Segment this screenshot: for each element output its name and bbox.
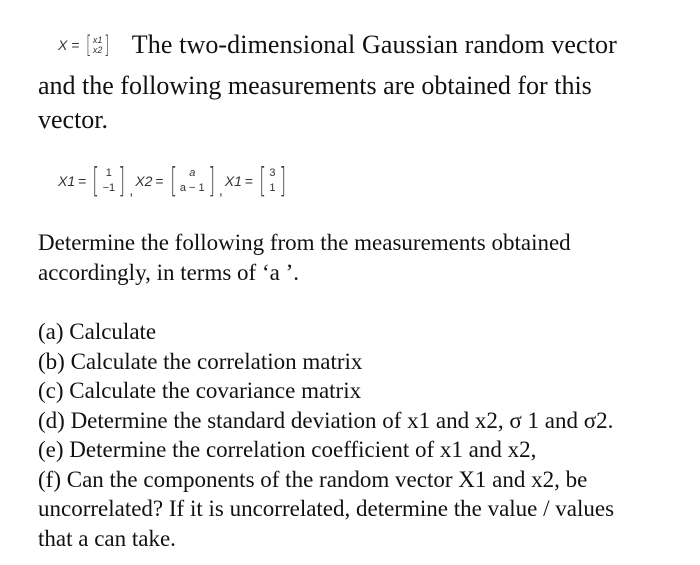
- equals-sign: =: [71, 37, 80, 53]
- instruction-line-2: accordingly, in terms of ‘a ’.: [38, 260, 299, 285]
- separator: ,: [218, 182, 223, 198]
- measurement-label: X1: [224, 173, 242, 189]
- question-f-line-3: that a can take.: [38, 525, 176, 551]
- question-b: (b) Calculate the correlation matrix: [38, 348, 363, 374]
- right-bracket: ]: [104, 31, 110, 59]
- equals-sign: =: [78, 173, 87, 189]
- right-bracket: ]: [207, 161, 215, 201]
- question-d: (d) Determine the standard deviation of x1 and x2, σ 1 and σ2.: [38, 407, 614, 433]
- question-e: (e) Determine the correlation coefficient of x1 and x2,: [38, 437, 537, 462]
- intro-line-2: and the following measurements are obtained for this: [38, 71, 592, 100]
- vector-definition-line: [58, 30, 617, 60]
- component-1: x1: [92, 34, 103, 45]
- measurements-line: [58, 161, 289, 201]
- question-f-line-1: (f) Can the components of the random vector X1 and x2, be: [38, 466, 588, 492]
- measurement-top: a: [189, 167, 196, 179]
- measurement-vector: [180, 168, 205, 194]
- measurement-vector: [269, 168, 275, 194]
- measurement-bottom: a − 1: [179, 182, 205, 194]
- intro-line-3: vector.: [38, 105, 109, 134]
- measurement-bottom: −1: [102, 182, 116, 194]
- question-list: [38, 317, 614, 553]
- column-vector: [84, 33, 112, 57]
- measurement-vector: [103, 168, 116, 194]
- question-c: (c) Calculate the covariance matrix: [38, 378, 362, 403]
- component-2: x2: [92, 44, 103, 55]
- measurement-bottom: 1: [269, 182, 276, 194]
- measurement-1: [58, 161, 135, 201]
- left-bracket: [: [259, 161, 267, 201]
- measurement-2: [135, 161, 225, 201]
- right-bracket: ]: [118, 161, 126, 201]
- measurement-top: 1: [105, 167, 112, 179]
- left-bracket: [: [169, 161, 177, 201]
- right-bracket: ]: [278, 161, 286, 201]
- measurement-3: [224, 161, 289, 201]
- measurement-top: 3: [269, 167, 276, 179]
- instruction-line-1: Determine the following from the measurements obtained: [38, 230, 571, 255]
- vector-definition: [58, 33, 112, 57]
- equals-sign: =: [244, 173, 254, 189]
- vector-symbol: X: [58, 37, 68, 53]
- measurement-label: X1: [58, 173, 76, 189]
- left-bracket: [: [85, 31, 91, 59]
- intro-line-1: The two-dimensional Gaussian random vector: [131, 30, 617, 59]
- question-a: (a) Calculate: [38, 319, 157, 344]
- measurement-label: X2: [135, 173, 153, 189]
- vector-components: [93, 36, 103, 55]
- separator: ,: [129, 182, 134, 198]
- equals-sign: =: [155, 173, 164, 189]
- left-bracket: [: [92, 161, 100, 201]
- question-f-line-2: uncorrelated? If it is uncorrelated, determine the value / values: [38, 496, 615, 521]
